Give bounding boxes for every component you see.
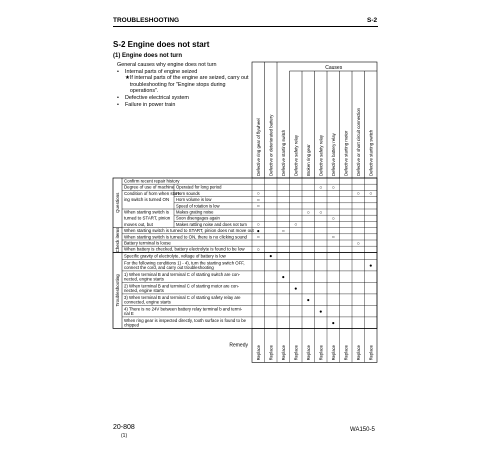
open-circle-mark: ○ (294, 222, 298, 229)
cause-label: Defective or deteriorated battery (268, 114, 274, 176)
remedy-item: Replace (255, 345, 261, 361)
filled-circle-mark: ● (369, 262, 373, 269)
header-page-code: S-2 (367, 17, 378, 24)
cause-label: Defective starting motor (343, 130, 349, 176)
section-title: S-2 Engine does not start (113, 40, 210, 49)
cause-label: Defective starting switch (280, 129, 286, 176)
intro-lead: General causes why engine does not turn (117, 62, 217, 68)
question-text: When starting switch is turned to ON, there is no clicking sound (124, 234, 247, 240)
bullet-icon: • (117, 94, 119, 101)
filled-circle-mark: ● (331, 320, 335, 327)
open-circle-mark: ○ (256, 222, 260, 229)
troubleshooting-text: Specific gravity of electrolyte, voltage of battery is low (124, 253, 226, 259)
open-circle-mark: ○ (331, 184, 335, 191)
intro-item-text: Failure in power train (125, 101, 176, 108)
remedy-item: Replace (368, 345, 374, 361)
open-circle-mark: ○ (256, 191, 260, 198)
troubleshooting-text: connected, engine starts (124, 299, 171, 305)
open-circle-mark: ○ (356, 240, 360, 247)
open-circle-mark: ○ (369, 191, 373, 198)
filled-circle-mark: ● (256, 228, 260, 235)
question-text: ing switch is turned ON (124, 197, 170, 203)
filled-circle-mark: ● (319, 308, 323, 315)
filled-circle-mark: ● (294, 285, 298, 292)
open-circle-mark: ○ (319, 209, 323, 216)
open-circle-mark: ○ (256, 234, 260, 241)
open-circle-mark: ○ (356, 191, 360, 198)
open-circle-mark: ○ (256, 197, 260, 204)
open-circle-mark: ○ (319, 184, 323, 191)
footer-subpage: (1) (121, 433, 128, 439)
question-subtext: Horn sounds (176, 190, 200, 196)
questions-side-label: Questions (115, 192, 120, 213)
open-circle-mark: ○ (306, 209, 310, 216)
question-subtext: Makes rattling noise and does not turn (176, 221, 247, 227)
question-text: Condition of horn when start- (124, 190, 181, 196)
remedy-item: Replace (305, 345, 311, 361)
question-text: When battery is checked, battery electrolyte is found to be low (124, 246, 245, 252)
open-circle-mark: ○ (331, 215, 335, 222)
header-section-title: TROUBLESHOOTING (113, 17, 180, 24)
remedy-item: Replace (355, 345, 361, 361)
question-text: Battery terminal is loose (124, 240, 171, 246)
question-text: When starting switch is turned to START, pinion does not move out (124, 228, 254, 234)
remedy-label: Remedy (229, 342, 248, 349)
cause-label: Defective battery relay (330, 133, 336, 176)
troubleshooting-text: nal E (124, 311, 134, 317)
intro-item-text: Defective electrical system (125, 94, 189, 101)
troubleshooting-text: 2) When terminal B and terminal C of starting motor are con- (124, 283, 240, 289)
question-subtext: Operated for long period (176, 184, 222, 190)
remedy-item: Replace (268, 345, 274, 361)
cause-label: Defective safety relay (318, 134, 324, 176)
star-icon: ★ (125, 75, 130, 82)
filled-circle-mark: ● (306, 297, 310, 304)
causes-header-label: Causes (325, 65, 343, 71)
open-circle-mark: ○ (281, 228, 285, 235)
question-text: Confirm recent repair history (124, 178, 180, 184)
cause-label: Defective or short circuit connection (355, 107, 361, 176)
cause-label: Defective ring gear of flywheel (255, 118, 261, 176)
question-subtext: Speed of rotation is low (176, 203, 220, 209)
troubleshooting-text: 3) When terminal B and terminal C of starting safety relay are (124, 294, 241, 300)
remedy-item: Replace (330, 345, 336, 361)
check-items-side-label: Check items (115, 227, 120, 253)
question-subtext: Soon disengages again (176, 215, 220, 221)
section-subtitle: (1) Engine does not turn (113, 53, 182, 59)
intro-item-text: If internal parts of the engine are seized, carry out troubleshooting for "Engine stops during operations". (129, 75, 249, 95)
question-text: When starting switch is (124, 209, 169, 215)
troubleshooting-text: chipped (124, 322, 140, 328)
question-text: turned to START, pinion (124, 215, 171, 221)
remedy-item: Replace (318, 345, 324, 361)
filled-circle-mark: ● (269, 253, 273, 260)
bullet-icon: • (117, 101, 119, 108)
troubleshooting-text: connect the cord, and carry out troubleshooting (124, 265, 214, 271)
troubleshooting-text: When ring gear is inspected directly, tooth surface is found to be (124, 317, 246, 323)
question-subtext: Makes grating noise (176, 209, 214, 215)
cause-label: Defective starting switch (368, 129, 374, 176)
open-circle-mark: ○ (256, 203, 260, 210)
question-text: Degree of use of machine (124, 184, 175, 190)
question-text: moves out, but (124, 221, 153, 227)
cause-label: Broken ring gear (305, 144, 311, 176)
remedy-item: Replace (293, 345, 299, 361)
troubleshooting-text: For the following conditions 1) - 4), turn the starting switch OFF, (124, 260, 245, 266)
footer-model: WA150-5 (350, 427, 375, 433)
open-circle-mark: ○ (256, 246, 260, 253)
troubleshooting-side-label: Troubleshooting (115, 274, 120, 307)
remedy-item: Replace (343, 345, 349, 361)
bullet-icon: • (117, 68, 119, 75)
open-circle-mark: ○ (331, 234, 335, 241)
remedy-item: Replace (280, 345, 286, 361)
troubleshooting-text: nected, engine starts (124, 288, 164, 294)
cause-label: Defective safety relay (293, 134, 299, 176)
question-subtext: Horn volume is low (176, 197, 212, 203)
intro-item-text: Internal parts of engine seized (125, 68, 198, 75)
filled-circle-mark: ● (281, 274, 285, 281)
footer-page-number: 20-808 (113, 424, 135, 431)
troubleshooting-text: nected, engine starts (124, 276, 164, 282)
troubleshooting-text: 4) There is no 24V between battery relay terminal b and termi- (124, 306, 243, 312)
troubleshooting-text: 1) When terminal B and terminal C of starting switch are con- (124, 271, 241, 277)
